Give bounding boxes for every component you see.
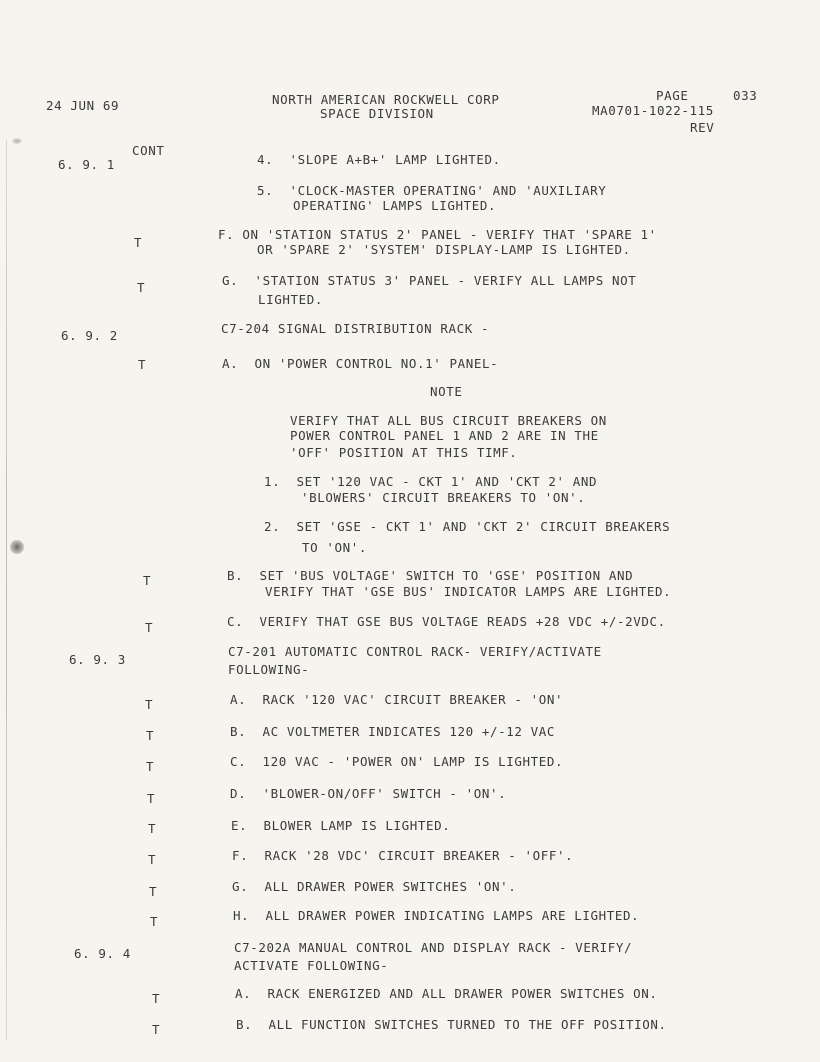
document-line: T — [147, 791, 156, 806]
document-line: NOTE — [430, 384, 463, 399]
document-line: 'OFF' POSITION AT THIS TIMF. — [290, 445, 518, 460]
header-page-label: PAGE — [656, 88, 689, 103]
document-line: OPERATING' LAMPS LIGHTED. — [293, 198, 497, 213]
document-line: T — [137, 280, 146, 295]
document-line: 6. 9. 1 — [58, 157, 115, 172]
ink-smudge — [12, 138, 22, 144]
document-line: T — [148, 821, 157, 836]
document-line: T — [150, 914, 159, 929]
document-line: CONT — [132, 143, 165, 158]
document-line: 5. 'CLOCK-MASTER OPERATING' AND 'AUXILIARY — [257, 183, 607, 198]
document-line: T — [146, 728, 155, 743]
document-line: C. VERIFY THAT GSE BUS VOLTAGE READS +28 VDC +/-2VDC. — [227, 614, 666, 629]
header-rev: REV — [690, 120, 715, 135]
ink-smudge — [10, 540, 24, 554]
document-line: T — [148, 852, 157, 867]
document-line: POWER CONTROL PANEL 1 AND 2 ARE IN THE — [290, 428, 599, 443]
document-line: 6. 9. 2 — [61, 328, 118, 343]
header-company: NORTH AMERICAN ROCKWELL CORP — [272, 92, 500, 107]
document-line: F. RACK '28 VDC' CIRCUIT BREAKER - 'OFF'. — [232, 848, 574, 863]
document-line: C7-202A MANUAL CONTROL AND DISPLAY RACK - VERIFY/ — [234, 940, 633, 955]
document-line: T — [145, 620, 154, 635]
document-line: H. ALL DRAWER POWER INDICATING LAMPS ARE LIGHTED. — [233, 908, 640, 923]
document-line: 4. 'SLOPE A+B+' LAMP LIGHTED. — [257, 152, 501, 167]
document-line: ACTIVATE FOLLOWING- — [234, 958, 389, 973]
document-line: B. ALL FUNCTION SWITCHES TURNED TO THE OFF POSITION. — [236, 1017, 667, 1032]
header-doc-number: MA0701-1022-115 — [592, 103, 714, 118]
document-line: OR 'SPARE 2' 'SYSTEM' DISPLAY-LAMP IS LIGHTED. — [257, 242, 631, 257]
document-line: T — [145, 697, 154, 712]
document-line: 2. SET 'GSE - CKT 1' AND 'CKT 2' CIRCUIT BREAKERS — [264, 519, 671, 534]
document-line: FOLLOWING- — [228, 662, 310, 677]
document-line: F. ON 'STATION STATUS 2' PANEL - VERIFY THAT 'SPARE 1' — [218, 227, 657, 242]
document-line: G. 'STATION STATUS 3' PANEL - VERIFY ALL LAMPS NOT — [222, 273, 637, 288]
document-line: D. 'BLOWER-ON/OFF' SWITCH - 'ON'. — [230, 786, 507, 801]
document-line: 1. SET '120 VAC - CKT 1' AND 'CKT 2' AND — [264, 474, 598, 489]
header-date: 24 JUN 69 — [46, 98, 120, 113]
header-page-number: 033 — [733, 88, 758, 103]
document-line: B. AC VOLTMETER INDICATES 120 +/-12 VAC — [230, 724, 556, 739]
document-line: C7-201 AUTOMATIC CONTROL RACK- VERIFY/ACTIVATE — [228, 644, 602, 659]
document-line: 6. 9. 4 — [74, 946, 131, 961]
document-line: A. ON 'POWER CONTROL NO.1' PANEL- — [222, 356, 499, 371]
document-line: B. SET 'BUS VOLTAGE' SWITCH TO 'GSE' POSITION AND — [227, 568, 634, 583]
document-line: T — [143, 573, 152, 588]
document-line: T — [152, 1022, 161, 1037]
page-edge-line — [6, 140, 7, 1040]
document-line: TO 'ON'. — [302, 540, 368, 555]
document-line: T — [146, 759, 155, 774]
header-division: SPACE DIVISION — [320, 106, 434, 121]
document-line: 'BLOWERS' CIRCUIT BREAKERS TO 'ON'. — [301, 490, 586, 505]
document-line: 6. 9. 3 — [69, 652, 126, 667]
document-line: T — [152, 991, 161, 1006]
document-line: C7-204 SIGNAL DISTRIBUTION RACK - — [221, 321, 490, 336]
document-line: A. RACK ENERGIZED AND ALL DRAWER POWER SWITCHES ON. — [235, 986, 658, 1001]
document-line: T — [134, 235, 143, 250]
document-line: A. RACK '120 VAC' CIRCUIT BREAKER - 'ON' — [230, 692, 564, 707]
document-line: E. BLOWER LAMP IS LIGHTED. — [231, 818, 451, 833]
document-line: T — [138, 357, 147, 372]
document-line: G. ALL DRAWER POWER SWITCHES 'ON'. — [232, 879, 517, 894]
document-line: LIGHTED. — [258, 292, 324, 307]
document-line: C. 120 VAC - 'POWER ON' LAMP IS LIGHTED. — [230, 754, 564, 769]
document-line: VERIFY THAT ALL BUS CIRCUIT BREAKERS ON — [290, 413, 607, 428]
document-line: T — [149, 884, 158, 899]
document-line: VERIFY THAT 'GSE BUS' INDICATOR LAMPS ARE LIGHTED. — [265, 584, 672, 599]
